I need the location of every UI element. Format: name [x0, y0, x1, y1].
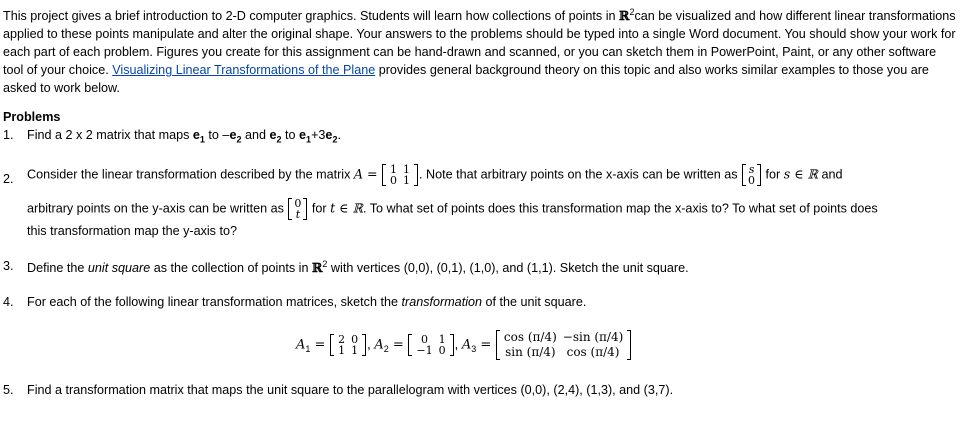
matrix-A-label: A =	[353, 166, 378, 182]
problem-1-text: Find a 2 x 2 matrix that maps $e_1$ to $-e_2$ and $e_2$ to $e_1+3e_2$.	[27, 128, 341, 145]
problem-3-number: 3.	[3, 259, 14, 273]
problem-5-text: Find a transformation matrix that maps the unit square to the parallelogram with vertices (0,0), (2,4), (1,3), and (3,7).	[27, 383, 674, 397]
problem-3-text: Define the unit square as the collection of points in ℝ$^2$ with vertices (0,0), (0,1), (1,0), and (1,1). Sketch the unit square.	[27, 259, 689, 276]
problems-heading: Problems	[3, 110, 61, 124]
problem-2-line-2: arbitrary points on the y-axis can be written as 0 t for t ∈ ℝ. To what set of points does this transformation map the x-axis to? To what set of points does	[27, 197, 878, 221]
problem-2-number: 2.	[3, 172, 14, 186]
problem-2-line-3: this transformation map the y-axis to?	[27, 224, 237, 238]
x-axis-vector: s 0	[742, 164, 761, 186]
visualizing-transformations-link[interactable]: Visualizing Linear Transformations of the Plane	[112, 63, 376, 78]
matrix-A2: 0 1 −1 0	[408, 334, 453, 356]
problem-4-number: 4.	[3, 295, 14, 309]
intro-text: can be visualized and how different linear transformations applied to these points manipulate and alter the original shape. Your answers to the problems should be typed into a single Word document. You should show your work for each part of each problem. Figures you create for this assignment can be hand-drawn and scanned, or you can sketch them in PowerPoint, Paint, or any other software tool of your choice.	[3, 9, 956, 78]
problem-4-matrices: $A_1$ = 2 0 1 1 , $A_2$ = 0 1 −1 0 , $A_3$ = cos (π/4) −sin (π/4) sin (π/4) cos (π/4)	[296, 330, 632, 360]
intro-text: provides general background theory on this topic and also works similar examples to those you are asked to work below.	[3, 63, 929, 96]
matrix-A1: 2 0 1 1	[330, 334, 366, 356]
superscript: 2	[629, 7, 635, 17]
matrix-A3: cos (π/4) −sin (π/4) sin (π/4) cos (π/4)	[496, 330, 631, 360]
problem-2-line-1: Consider the linear transformation described by the matrix A = 1 1 0 1 . Note that arbitrary points on the x-axis can be written as s 0 for s ∈ ℝ and	[27, 163, 843, 187]
problem-1-number: 1.	[3, 128, 14, 142]
real-plane-symbol: ℝ	[619, 8, 630, 24]
y-axis-vector: 0 t	[288, 198, 307, 220]
intro-paragraph	[3, 3, 958, 97]
intro-text: This project gives a brief introduction to 2-D computer graphics. Students will learn how collections of points in	[3, 9, 619, 24]
problem-4-text: For each of the following linear transformation matrices, sketch the transformation of the unit square.	[27, 295, 587, 309]
matrix-A: 1 1 0 1	[382, 164, 418, 186]
problem-5-number: 5.	[3, 383, 14, 397]
